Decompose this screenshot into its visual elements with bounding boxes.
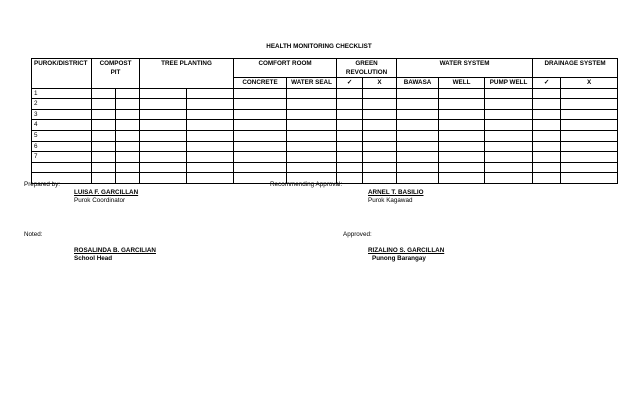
table-cell bbox=[533, 88, 561, 99]
table-cell bbox=[533, 141, 561, 152]
table-cell bbox=[533, 162, 561, 173]
table-cell bbox=[485, 99, 533, 110]
table-cell bbox=[187, 120, 234, 131]
table-cell bbox=[234, 120, 287, 131]
table-row bbox=[32, 99, 618, 110]
table-cell bbox=[363, 88, 397, 99]
table-cell bbox=[287, 152, 337, 163]
row-number: 1 bbox=[32, 88, 92, 99]
table-cell bbox=[439, 130, 485, 141]
table-cell bbox=[92, 88, 116, 99]
header-water-system: WATER SYSTEM bbox=[397, 59, 533, 78]
table-cell bbox=[561, 99, 618, 110]
header-compost-line1: COMPOST bbox=[99, 60, 132, 67]
table-cell bbox=[116, 88, 140, 99]
table-cell bbox=[363, 99, 397, 110]
table-cell bbox=[187, 88, 234, 99]
table-cell bbox=[234, 162, 287, 173]
table-cell bbox=[337, 162, 363, 173]
table-cell bbox=[439, 173, 485, 184]
recommending-title: Purok Kagawad bbox=[368, 197, 413, 204]
table-cell bbox=[92, 173, 116, 184]
subheader-bawasa: BAWASA bbox=[397, 78, 439, 89]
table-cell bbox=[140, 141, 187, 152]
header-green-line2: REVOLUTION bbox=[345, 69, 388, 76]
table-cell bbox=[363, 152, 397, 163]
table-cell bbox=[397, 88, 439, 99]
table-cell bbox=[116, 141, 140, 152]
table-row bbox=[32, 130, 618, 141]
table-cell bbox=[561, 109, 618, 120]
table-cell bbox=[337, 88, 363, 99]
table-cell bbox=[187, 173, 234, 184]
row-number: 6 bbox=[32, 141, 92, 152]
table-cell bbox=[92, 152, 116, 163]
header-tree-planting: TREE PLANTING bbox=[140, 59, 234, 89]
table-row bbox=[32, 152, 618, 163]
table-cell bbox=[397, 173, 439, 184]
table-cell bbox=[287, 120, 337, 131]
table-cell bbox=[187, 162, 234, 173]
table-cell bbox=[337, 99, 363, 110]
table-cell bbox=[561, 88, 618, 99]
table-cell bbox=[140, 99, 187, 110]
table-cell bbox=[337, 130, 363, 141]
table-cell bbox=[287, 109, 337, 120]
table-cell bbox=[439, 99, 485, 110]
table-cell bbox=[187, 141, 234, 152]
table-cell bbox=[92, 109, 116, 120]
approved-label: Approved: bbox=[343, 231, 372, 238]
table-cell bbox=[397, 99, 439, 110]
subheader-green-check: ✓ bbox=[337, 78, 363, 89]
header-comfort-room: COMFORT ROOM bbox=[234, 59, 337, 78]
table-cell bbox=[140, 152, 187, 163]
table-cell bbox=[287, 88, 337, 99]
subheader-green-x: X bbox=[363, 78, 397, 89]
table-cell bbox=[187, 109, 234, 120]
table-cell bbox=[363, 120, 397, 131]
table-cell bbox=[485, 109, 533, 120]
table-cell bbox=[397, 120, 439, 131]
table-cell bbox=[140, 120, 187, 131]
table-cell bbox=[337, 152, 363, 163]
table-cell bbox=[287, 162, 337, 173]
header-compost-line2: PIT bbox=[110, 69, 121, 76]
table-cell bbox=[116, 173, 140, 184]
table-cell bbox=[561, 130, 618, 141]
prepared-by-title: Purok Coordinator bbox=[74, 197, 126, 204]
table-cell bbox=[363, 109, 397, 120]
table-row bbox=[32, 120, 618, 131]
row-number: 5 bbox=[32, 130, 92, 141]
subheader-drainage-x: X bbox=[561, 78, 618, 89]
table-cell bbox=[363, 141, 397, 152]
table-cell bbox=[187, 130, 234, 141]
table-cell bbox=[561, 152, 618, 163]
subheader-drainage-check: ✓ bbox=[533, 78, 561, 89]
table-cell bbox=[485, 130, 533, 141]
table-cell bbox=[337, 109, 363, 120]
table-cell bbox=[561, 173, 618, 184]
header-drainage-system: DRAINAGE SYSTEM bbox=[533, 59, 618, 78]
table-cell bbox=[92, 162, 116, 173]
table-row bbox=[32, 109, 618, 120]
prepared-by-name: LUISA F. GARCILLAN bbox=[74, 189, 139, 196]
table-cell bbox=[116, 109, 140, 120]
table-cell bbox=[485, 120, 533, 131]
table-cell bbox=[92, 120, 116, 131]
table-cell bbox=[485, 162, 533, 173]
header-compost-pit bbox=[92, 59, 140, 89]
table-row bbox=[32, 141, 618, 152]
table-row bbox=[32, 162, 618, 173]
row-number: 7 bbox=[32, 152, 92, 163]
table-cell bbox=[439, 88, 485, 99]
table-cell bbox=[485, 173, 533, 184]
table-cell bbox=[485, 141, 533, 152]
table-cell bbox=[561, 141, 618, 152]
table-cell bbox=[485, 152, 533, 163]
prepared-by-label: Prepared by: bbox=[24, 181, 61, 188]
row-number bbox=[32, 162, 92, 173]
table-cell bbox=[140, 162, 187, 173]
table-cell bbox=[363, 130, 397, 141]
row-number: 4 bbox=[32, 120, 92, 131]
table-cell bbox=[439, 162, 485, 173]
table-cell bbox=[116, 99, 140, 110]
row-number: 2 bbox=[32, 99, 92, 110]
noted-title: School Head bbox=[74, 255, 113, 262]
table-cell bbox=[287, 130, 337, 141]
recommending-name: ARNEL T. BASILIO bbox=[368, 189, 424, 196]
table-cell bbox=[92, 99, 116, 110]
table-cell bbox=[234, 130, 287, 141]
page-title: HEALTH MONITORING CHECKLIST bbox=[266, 43, 372, 50]
table-cell bbox=[234, 99, 287, 110]
header-green-revolution bbox=[337, 59, 397, 78]
table-cell bbox=[337, 141, 363, 152]
recommending-approval-label: Recommending Approval: bbox=[270, 181, 343, 188]
noted-name: ROSALINDA B. GARCILIAN bbox=[74, 247, 156, 254]
table-cell bbox=[287, 99, 337, 110]
table-cell bbox=[533, 120, 561, 131]
table-cell bbox=[116, 162, 140, 173]
table-cell bbox=[439, 109, 485, 120]
table-cell bbox=[397, 152, 439, 163]
table-cell bbox=[363, 162, 397, 173]
header-row bbox=[32, 59, 618, 78]
table-cell bbox=[140, 130, 187, 141]
table-cell bbox=[234, 88, 287, 99]
table-cell bbox=[533, 109, 561, 120]
approved-title: Punong Barangay bbox=[372, 255, 426, 262]
subheader-concrete: CONCRETE bbox=[234, 78, 287, 89]
table-cell bbox=[187, 99, 234, 110]
table-cell bbox=[92, 141, 116, 152]
table-cell bbox=[363, 173, 397, 184]
table-cell bbox=[397, 162, 439, 173]
header-green-line1: GREEN bbox=[355, 60, 378, 67]
table-cell bbox=[116, 120, 140, 131]
table-cell bbox=[397, 109, 439, 120]
table-cell bbox=[234, 109, 287, 120]
table-cell bbox=[439, 141, 485, 152]
table-cell bbox=[287, 141, 337, 152]
table-cell bbox=[140, 88, 187, 99]
subheader-pump-well: PUMP WELL bbox=[485, 78, 533, 89]
table-cell bbox=[533, 130, 561, 141]
table-row bbox=[32, 88, 618, 99]
table-cell bbox=[533, 152, 561, 163]
approved-name: RIZALINO S. GARCILLAN bbox=[368, 247, 445, 254]
subheader-water-seal: WATER SEAL bbox=[287, 78, 337, 89]
table-cell bbox=[234, 141, 287, 152]
table-cell bbox=[116, 152, 140, 163]
header-purok: PUROK/DISTRICT bbox=[32, 59, 92, 89]
table-cell bbox=[140, 109, 187, 120]
table-cell bbox=[92, 130, 116, 141]
table-cell bbox=[439, 120, 485, 131]
table-cell bbox=[561, 162, 618, 173]
table-cell bbox=[116, 130, 140, 141]
table-cell bbox=[533, 173, 561, 184]
health-checklist-table bbox=[31, 58, 618, 184]
table-cell bbox=[439, 152, 485, 163]
row-number: 3 bbox=[32, 109, 92, 120]
subheader-well: WELL bbox=[439, 78, 485, 89]
table-cell bbox=[140, 173, 187, 184]
table-cell bbox=[397, 141, 439, 152]
table-cell bbox=[337, 120, 363, 131]
noted-label: Noted: bbox=[24, 231, 43, 238]
table-cell bbox=[485, 88, 533, 99]
table-cell bbox=[187, 152, 234, 163]
table-cell bbox=[234, 152, 287, 163]
table-cell bbox=[397, 130, 439, 141]
table-cell bbox=[533, 99, 561, 110]
table-cell bbox=[561, 120, 618, 131]
